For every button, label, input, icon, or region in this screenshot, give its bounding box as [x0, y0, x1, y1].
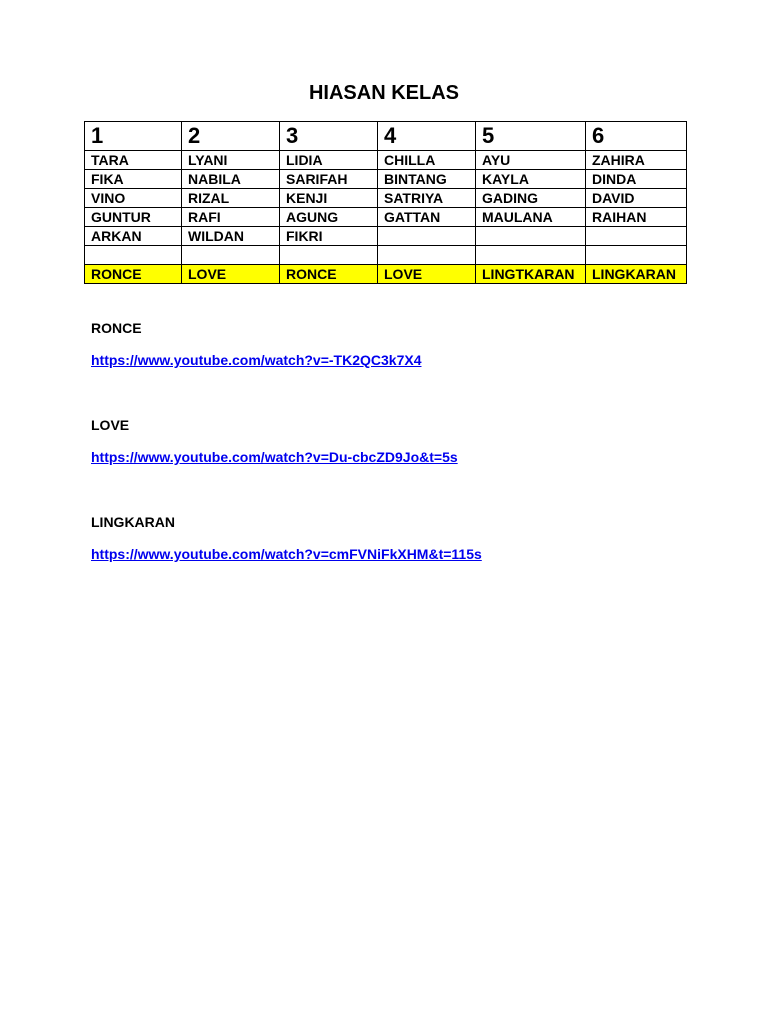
table-row-empty: [85, 246, 687, 265]
table-cell: [476, 246, 586, 265]
youtube-link-ronce[interactable]: https://www.youtube.com/watch?v=-TK2QC3k7X4: [91, 352, 422, 368]
table-cell: SATRIYA: [378, 189, 476, 208]
table-cell: AYU: [476, 151, 586, 170]
theme-cell: LOVE: [378, 265, 476, 284]
table-cell: KENJI: [280, 189, 378, 208]
table-cell: [586, 246, 687, 265]
table-cell: DAVID: [586, 189, 687, 208]
theme-cell: LINGKARAN: [586, 265, 687, 284]
section-love: [91, 416, 458, 466]
group-number-5: 5: [476, 122, 586, 151]
table-cell: RAFI: [182, 208, 280, 227]
table-cell: [378, 227, 476, 246]
table-cell: SARIFAH: [280, 170, 378, 189]
table-cell: NABILA: [182, 170, 280, 189]
section-label: RONCE: [91, 320, 142, 336]
youtube-link-love[interactable]: https://www.youtube.com/watch?v=Du-cbcZD9Jo&t=5s: [91, 449, 458, 465]
table-cell: GATTAN: [378, 208, 476, 227]
table-cell: RAIHAN: [586, 208, 687, 227]
table-cell: AGUNG: [280, 208, 378, 227]
youtube-link-lingkaran[interactable]: https://www.youtube.com/watch?v=cmFVNiFkXHM&t=115s: [91, 546, 482, 562]
group-number-1: 1: [85, 122, 182, 151]
section-ronce: [91, 319, 421, 369]
table-cell: BINTANG: [378, 170, 476, 189]
section-label: LOVE: [91, 417, 130, 433]
group-number-4: 4: [378, 122, 476, 151]
table-row: [85, 208, 687, 227]
table-row: [85, 189, 687, 208]
table-cell: ARKAN: [85, 227, 182, 246]
section-label: LINGKARAN: [91, 514, 175, 530]
table-cell: [85, 246, 182, 265]
table-cell: KAYLA: [476, 170, 586, 189]
table-row: [85, 170, 687, 189]
table-cell: VINO: [85, 189, 182, 208]
table-row: [85, 227, 687, 246]
theme-cell: LOVE: [182, 265, 280, 284]
table-header-row: [85, 122, 687, 151]
table-cell: ZAHIRA: [586, 151, 687, 170]
table-row: [85, 151, 687, 170]
table-cell: LIDIA: [280, 151, 378, 170]
table-cell: [280, 246, 378, 265]
group-number-2: 2: [182, 122, 280, 151]
table-cell: FIKRI: [280, 227, 378, 246]
group-table: [84, 121, 687, 284]
table-cell: RIZAL: [182, 189, 280, 208]
theme-cell: LINGTKARAN: [476, 265, 586, 284]
group-number-3: 3: [280, 122, 378, 151]
table-cell: [586, 227, 687, 246]
table-cell: CHILLA: [378, 151, 476, 170]
table-cell: FIKA: [85, 170, 182, 189]
table-cell: [182, 246, 280, 265]
table-cell: LYANI: [182, 151, 280, 170]
theme-row: [85, 265, 687, 284]
table-cell: GADING: [476, 189, 586, 208]
table-cell: TARA: [85, 151, 182, 170]
table-cell: MAULANA: [476, 208, 586, 227]
theme-cell: RONCE: [85, 265, 182, 284]
table-cell: DINDA: [586, 170, 687, 189]
group-number-6: 6: [586, 122, 687, 151]
table-cell: [476, 227, 586, 246]
section-lingkaran: [91, 513, 482, 563]
theme-cell: RONCE: [280, 265, 378, 284]
table-cell: WILDAN: [182, 227, 280, 246]
page-title: HIASAN KELAS: [308, 82, 459, 104]
table-cell: [378, 246, 476, 265]
table-cell: GUNTUR: [85, 208, 182, 227]
